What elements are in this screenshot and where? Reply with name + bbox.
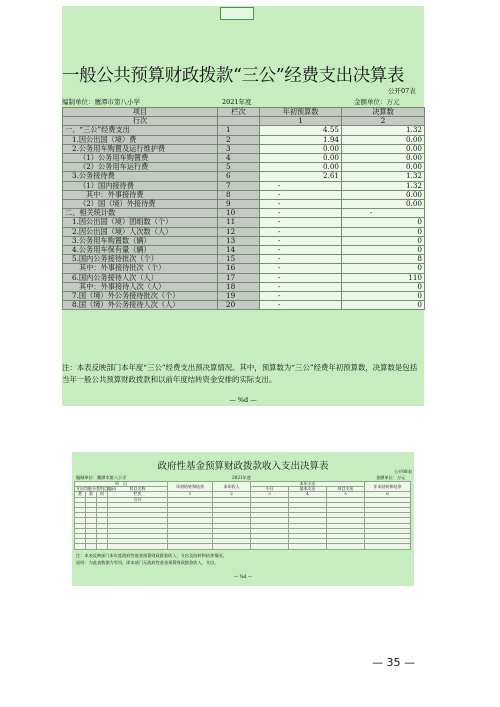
row-col-number: 14 [218,246,260,255]
table-row [63,181,425,190]
h-code: 支出功能分类科目编码 [76,486,116,492]
row-col-number: 6 [218,172,260,181]
row-actual: 0 [342,218,425,227]
empty-cell [289,544,327,549]
row-budget: - [260,264,342,273]
h-begin: 年初结转和结余 [168,482,213,492]
empty-cell [327,544,365,549]
row-actual: - [342,209,425,218]
sheet1-table [62,107,425,310]
row-label: 3.公务接待费 [63,172,218,181]
empty-cell [251,544,289,549]
h-basic: 基本支出 [289,487,327,492]
row-label: 6.国内公务接待人次（人） [63,273,218,282]
row-actual: 0 [342,292,425,301]
empty-cell [365,544,411,549]
row-budget: - [260,227,342,236]
empty-cell [75,544,86,549]
h-name: 科目名称 [108,487,168,492]
row-budget: - [260,301,342,310]
row-col-number: 1 [218,126,260,135]
row-label: 其中：外事接待费 [63,190,218,199]
h-income: 本年收入 [213,482,251,492]
row-label: 1.因公出国（境）费 [63,135,218,144]
row-actual: 0.00 [342,190,425,199]
row-col-number: 13 [218,236,260,245]
row-budget: 2.61 [260,172,342,181]
row-label: （2）国（境）外接待费 [63,200,218,209]
row-actual: 0.00 [342,154,425,163]
row-budget: 4.55 [260,126,342,135]
row-col-number: 10 [218,209,260,218]
sheet2-page-placeholder: — %d — [234,574,252,579]
sheet2-note-line-1: 注：本表反映部门本年度政府性基金预算财政拨款收入、支出及结转和结余情况。 [76,553,227,558]
row-budget: - [260,200,342,209]
row-label: 4.公务用车保有量（辆） [63,246,218,255]
row-col-number: 5 [218,163,260,172]
row-col-number: 20 [218,301,260,310]
h-sum: 合计 [108,497,168,502]
sheet1-form-number: 公开07表 [388,87,416,95]
row-budget: 0.00 [260,163,342,172]
table-row [63,227,425,236]
row-col-number: 3 [218,144,260,153]
table-row [63,172,425,181]
row-actual: 0 [342,236,425,245]
row-label: 2.因公出国（境）人次数（人） [63,227,218,236]
row-budget: - [260,255,342,264]
sheet2-title: 政府性基金预算财政拨款收入支出决算表 [157,461,329,472]
colno-3: 3 [251,492,289,497]
empty-cell [97,544,108,549]
row-label: （2）公务用车运行费 [63,163,218,172]
order-label: 行次 [63,117,218,126]
h-total: 小计 [251,487,289,492]
row-col-number: 19 [218,292,260,301]
sheet2-note-line-2: 说明：为此表数据为零项，即本部门无政府性基金预算财政拨款收入、支出。 [76,560,219,565]
row-label: 1.因公出国（境）团组数（个） [63,218,218,227]
sheet2-unit: 编制单位：鹰潭市第八小学 [76,475,127,480]
sheet2-money-unit: 金额单位：万元 [376,475,406,480]
sheet1-money-unit: 金额单位：万元 [354,98,400,106]
page-number: — 35 — [372,656,415,669]
empty-cell [108,544,168,549]
h-project: 项目支出 [327,487,365,492]
sheet1-unit: 编制单位：鹰潭市第八小学 [62,98,140,106]
header-budget: 年初预算数 [260,108,342,117]
row-actual: 0 [342,301,425,310]
sheet2-note [76,552,406,566]
row-label: （1）公务用车购置费 [63,154,218,163]
empty-cell [86,544,97,549]
row-actual: 0.00 [342,144,425,153]
row-actual: 8 [342,255,425,264]
row-actual: 0.00 [342,163,425,172]
colno-2: 2 [213,492,251,497]
table-row [63,163,425,172]
row-col-number: 12 [218,227,260,236]
row-budget: - [260,292,342,301]
row-col-number: 4 [218,154,260,163]
row-label: 5.国内公务接待批次（个） [63,255,218,264]
row-label: （1）国内接待费 [63,181,218,190]
sheet1-note: 注：本表反映部门本年度“三公”经费支出预决算情况。其中，预算数为“三公”经费年初预算数，决算数是包括当年一般公共预算财政拨款和以前年度结转资金安排的实际支出。 [62,363,418,384]
row-budget: 0.00 [260,144,342,153]
row-col-number: 11 [218,218,260,227]
h-xiang: 项 [97,492,108,497]
row-col-number: 9 [218,200,260,209]
row-budget: 0.00 [260,154,342,163]
row-budget: - [260,218,342,227]
row-budget: 1.94 [260,135,342,144]
row-budget: - [260,190,342,199]
table-row [75,544,411,549]
row-actual: 0 [342,282,425,291]
row-actual: 0 [342,227,425,236]
sheet1-header-row [63,108,425,117]
h-class: 类 [75,492,86,497]
colno-4: 4 [289,492,327,497]
sheet1-page-placeholder: — %d — [229,396,257,404]
row-label: 其中：外事接待人次（人） [63,282,218,291]
row-actual: 1.32 [342,126,425,135]
row-budget: - [260,209,342,218]
sheet2-form-number: 公开08表 [394,469,412,474]
row-col-number: 2 [218,135,260,144]
row-col-number: 17 [218,273,260,282]
order-col-empty [218,117,260,126]
row-label: 3.公务用车购置数（辆） [63,236,218,245]
table-row [63,273,425,282]
order-budget: 1 [260,117,342,126]
h-item: 项 目 [75,482,168,487]
table-row [63,264,425,273]
row-budget: - [260,282,342,291]
row-col-number: 18 [218,282,260,291]
row-actual: 1.32 [342,181,425,190]
sheet2-year: 2021年度 [232,475,252,480]
sheet1-title: 一般公共预算财政拨款“三公”经费支出决算表 [62,66,404,86]
colno-1: 1 [168,492,213,497]
row-label: 8.国（境）外公务接待人次（人） [63,301,218,310]
empty-cell [213,544,251,549]
h-expense: 本年支出 [251,482,365,487]
colno-5: 5 [327,492,365,497]
row-actual: 110 [342,273,425,282]
h-end: 年末结转和结余 [365,482,411,492]
row-col-number: 15 [218,255,260,264]
sheet1-meta-row [62,97,424,107]
row-label: 二、相关统计数 [63,209,218,218]
sheet1-year: 2021年度 [222,98,252,106]
row-actual: 0.00 [342,135,425,144]
row-label: 2.公务用车购置及运行维护费 [63,144,218,153]
sheet2-table [74,481,411,550]
header-item: 项目 [63,108,218,117]
h-kuan: 款 [86,492,97,497]
order-actual: 2 [342,117,425,126]
row-label: 7.国（境）外公务接待批次（个） [63,292,218,301]
row-label: 一、“三公”经费支出 [63,126,218,135]
row-actual: 0 [342,246,425,255]
table-row [63,126,425,135]
colno-6: 6 [365,492,411,497]
table-row [63,218,425,227]
row-budget: - [260,236,342,245]
empty-cell [168,544,213,549]
header-actual: 决算数 [342,108,425,117]
selected-cell[interactable] [220,7,254,20]
row-label: 其中：外事接待批次（个） [63,264,218,273]
row-actual: 0.00 [342,200,425,209]
h-colno: 栏次 [108,492,168,497]
row-actual: 1.32 [342,172,425,181]
row-col-number: 8 [218,190,260,199]
row-budget: - [260,273,342,282]
table-row [63,135,425,144]
header-col: 栏次 [218,108,260,117]
table-row [63,301,425,310]
row-budget: - [260,246,342,255]
row-col-number: 7 [218,181,260,190]
row-actual: 0 [342,264,425,273]
row-col-number: 16 [218,264,260,273]
row-budget: - [260,181,342,190]
